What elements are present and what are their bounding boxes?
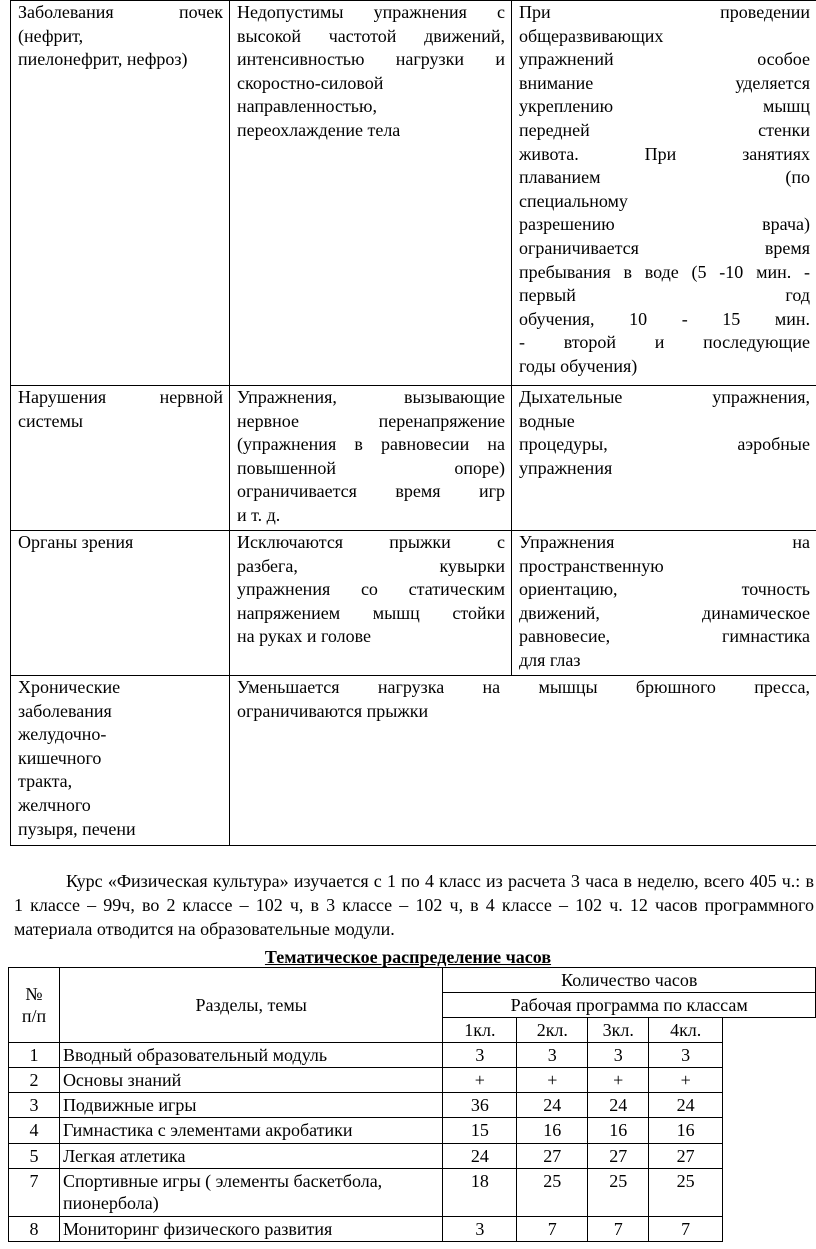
cell-line: скоростно-силовой — [237, 72, 384, 93]
cell-line: (упражнения в равновесии на — [237, 434, 505, 455]
cell-line: на руках и голове — [237, 626, 372, 647]
header-grade: 1кл. — [443, 1018, 517, 1043]
hours-value: 27 — [517, 1144, 588, 1169]
cell-line: кишечного — [18, 747, 102, 768]
header-grade: 4кл. — [649, 1018, 723, 1043]
empty-cell — [723, 1093, 816, 1118]
header-row — [9, 968, 816, 993]
hours-value: 16 — [649, 1118, 723, 1144]
cell-line: Исключаются прыжки с — [237, 532, 505, 552]
table-row — [9, 1144, 816, 1169]
cell-line: системы — [18, 410, 83, 431]
hours-table-title: Тематическое распределение часов — [264, 947, 552, 967]
section-name: Легкая атлетика — [59, 1144, 442, 1169]
cell-line: движений, динамическое — [519, 602, 810, 623]
empty-cell — [723, 1169, 816, 1217]
cell-line: плаванием (по — [519, 167, 810, 188]
cell-line: ограничиваются прыжки — [237, 700, 429, 721]
recommendation-cell — [512, 1, 816, 386]
empty-cell — [723, 1043, 816, 1068]
hours-value: 27 — [588, 1144, 649, 1169]
empty-cell — [723, 1217, 816, 1242]
hours-value: 24 — [443, 1144, 517, 1169]
section-name: Мониторинг физического развития — [59, 1217, 442, 1242]
cell-line: упражнений особое — [519, 49, 810, 70]
cell-line: повышенной опоре) — [237, 457, 505, 478]
hours-value: 25 — [649, 1169, 723, 1217]
table-row — [9, 1093, 816, 1118]
recommendation-cell — [512, 386, 816, 531]
empty-cell — [723, 1144, 816, 1169]
cell-line: живота. При занятиях — [519, 143, 810, 164]
cell-line: годы обучения) — [519, 355, 638, 376]
cell-line: ограничивается время игр — [237, 481, 505, 502]
hours-value: 3 — [588, 1043, 649, 1068]
table-row — [9, 1068, 816, 1093]
cell-line: разбега, кувырки — [237, 555, 505, 576]
cell-line: пузыря, печени — [18, 818, 136, 839]
cell-line: укреплению мышц — [519, 96, 810, 117]
hours-value: 27 — [649, 1144, 723, 1169]
cell-line: Заболевания почек — [18, 2, 223, 22]
hours-value: 3 — [443, 1217, 517, 1242]
empty-cell — [723, 1018, 816, 1043]
row-number: 2 — [9, 1068, 60, 1093]
empty-cell — [723, 1118, 816, 1144]
cell-line: ограничивается время — [519, 237, 810, 258]
table-row — [9, 1217, 816, 1242]
cell-line: пространственную — [519, 555, 664, 576]
section-name: Спортивные игры ( элементы баскетбола, пионербола) — [59, 1169, 442, 1217]
header-grade: 3кл. — [588, 1018, 649, 1043]
hours-value: + — [649, 1068, 723, 1093]
hours-value: + — [517, 1068, 588, 1093]
hours-value: 24 — [517, 1093, 588, 1118]
cell-line: ориентацию, точность — [519, 579, 810, 600]
cell-line: интенсивностью нагрузки и — [237, 49, 505, 70]
cell-line: Хронические — [18, 677, 121, 697]
cell-line: пиелонефрит, нефроз) — [18, 49, 188, 70]
cell-line: Упражнения, вызывающие — [237, 387, 505, 407]
hours-value: 3 — [443, 1043, 517, 1068]
cell-line: передней стенки — [519, 119, 810, 140]
cell-line: внимание уделяется — [519, 72, 810, 93]
hours-value: 18 — [443, 1169, 517, 1217]
disease-cell — [11, 1, 230, 386]
hours-value: 36 — [443, 1093, 517, 1118]
cell-line: тракта, — [18, 771, 73, 792]
empty-cell — [723, 1068, 816, 1093]
row-number: 8 — [9, 1217, 60, 1242]
cell-line: и т. д. — [237, 504, 281, 525]
header-grade: 2кл. — [517, 1018, 588, 1043]
table-row — [11, 676, 816, 846]
cell-line: (нефрит, — [18, 25, 84, 46]
cell-line: Нарушения нервной — [18, 387, 223, 407]
section-name: Подвижные игры — [59, 1093, 442, 1118]
contraindication-cell — [230, 386, 512, 531]
cell-line: При проведении — [519, 2, 810, 22]
header-hours: Количество часов — [443, 968, 816, 993]
section-name: Основы знаний — [59, 1068, 442, 1093]
header-num-part: п/п — [21, 1006, 47, 1026]
cell-line: Дыхательные упражнения, — [519, 387, 810, 407]
table-row — [9, 1118, 816, 1144]
cell-line: пребывания в воде (5 -10 мин. - — [519, 261, 810, 282]
cell-line: переохлаждение тела — [237, 119, 401, 140]
table-row — [11, 1, 816, 386]
disease-cell — [11, 676, 230, 846]
cell-line: разрешению врача) — [519, 214, 810, 235]
contraindication-cell — [230, 531, 512, 676]
header-sections: Разделы, темы — [59, 968, 442, 1043]
table-row — [11, 531, 816, 676]
row-number: 1 — [9, 1043, 60, 1068]
hours-value: 16 — [588, 1118, 649, 1144]
merged-cell — [230, 676, 816, 846]
header-num-part: № — [25, 984, 43, 1004]
disease-cell — [11, 531, 230, 676]
cell-line: желудочно- — [18, 724, 107, 745]
row-number: 5 — [9, 1144, 60, 1169]
hours-value: 15 — [443, 1118, 517, 1144]
section-name: Гимнастика с элементами акробатики — [59, 1118, 442, 1144]
header-program: Рабочая программа по классам — [443, 993, 816, 1018]
cell-line: процедуры, аэробные — [519, 434, 810, 455]
disease-cell — [11, 386, 230, 531]
cell-line: желчного — [18, 794, 91, 815]
row-number: 3 — [9, 1093, 60, 1118]
cell-line: общеразвивающих — [519, 25, 664, 46]
hours-value: 3 — [649, 1043, 723, 1068]
cell-line: заболевания — [18, 700, 112, 721]
cell-line: водные — [519, 410, 575, 431]
cell-line: Недопустимы упражнения с — [237, 2, 505, 22]
hours-value: 7 — [649, 1217, 723, 1242]
hours-value: 25 — [517, 1169, 588, 1217]
table-row — [11, 386, 816, 531]
hours-value: + — [443, 1068, 517, 1093]
hours-value: 25 — [588, 1169, 649, 1217]
cell-line: Упражнения на — [519, 532, 810, 552]
contraindication-cell — [230, 1, 512, 386]
row-number: 7 — [9, 1169, 60, 1217]
cell-line: нервное перенапряжение — [237, 410, 505, 431]
recommendation-cell — [512, 531, 816, 676]
cell-line: направленностью, — [237, 96, 377, 117]
cell-line: напряжением мышц стойки — [237, 602, 505, 623]
hours-value: 16 — [517, 1118, 588, 1144]
section-name: Вводный образовательный модуль — [59, 1043, 442, 1068]
hours-value: 24 — [649, 1093, 723, 1118]
table-row — [9, 1043, 816, 1068]
cell-line: высокой частотой движений, — [237, 25, 505, 46]
hours-value: 7 — [588, 1217, 649, 1242]
restrictions-table — [10, 0, 816, 846]
cell-line: для глаз — [519, 649, 581, 670]
cell-line: специальному — [519, 190, 628, 211]
table-row — [9, 1169, 816, 1217]
cell-line: обучения, 10 - 15 мин. — [519, 308, 810, 329]
hours-body — [9, 1043, 816, 1242]
cell-line: равновесие, гимнастика — [519, 626, 810, 647]
hours-table — [8, 967, 816, 1242]
cell-line: упражнения со статическим — [237, 579, 505, 600]
course-paragraph: Курс «Физическая культура» изучается с 1 по 4 класс из расчета 3 часа в неделю, всего 405 ч.: в 1 классе – 99ч, во 2 классе – 102 ч, в 3 классе – 102 ч, в 4 классе – 102 ч. 12 часов программного материала отводится на образовательные модули. — [14, 871, 814, 939]
hours-value: 7 — [517, 1217, 588, 1242]
hours-value: + — [588, 1068, 649, 1093]
cell-line: - второй и последующие — [519, 332, 810, 353]
cell-line: первый год — [519, 285, 810, 306]
cell-line: Уменьшается нагрузка на мышцы брюшного пресса, — [237, 677, 810, 697]
header-num — [9, 968, 60, 1043]
hours-value: 24 — [588, 1093, 649, 1118]
row-number: 4 — [9, 1118, 60, 1144]
cell-line: Органы зрения — [18, 532, 134, 552]
hours-value: 3 — [517, 1043, 588, 1068]
cell-line: упражнения — [519, 457, 613, 478]
